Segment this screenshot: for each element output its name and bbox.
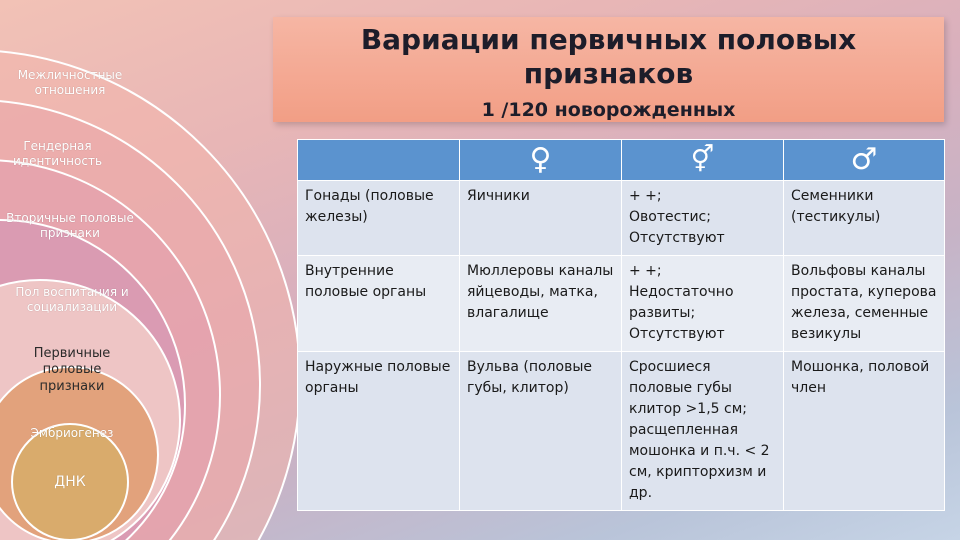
table-cell: Гонады (половые железы)	[298, 181, 460, 256]
ring-label-vtorichnye: Вторичные половые признаки	[6, 211, 134, 240]
ring-label-dnk: ДНК	[54, 474, 86, 490]
page-title: Вариации первичных половых признаков	[360, 23, 857, 91]
ring-label-vospitanie: Пол воспитания и социализации	[15, 285, 129, 314]
page-subtitle: 1 /120 новорожденных	[481, 99, 736, 121]
header-cell-empty	[298, 140, 460, 181]
female-symbol-icon: ♀	[460, 140, 622, 181]
ring-label-gendernaya: Гендерная идентичность	[12, 139, 103, 168]
table-cell: Яичники	[460, 181, 622, 256]
table-cell: Внутренние половые органы	[298, 256, 460, 352]
table-row-naruzhnye	[298, 352, 945, 511]
ring-label-embriogenez: Эмбриогенез	[30, 426, 114, 440]
table-cell: Вольфовы каналы простата, куперова железа, семенные везикулы	[784, 256, 945, 352]
variations-table	[297, 139, 945, 511]
table-cell: Семенники (тестикулы)	[784, 181, 945, 256]
table-cell: Вульва (половые губы, клитор)	[460, 352, 622, 511]
table-row-vnutrennie	[298, 256, 945, 352]
title-box	[273, 17, 944, 122]
table-header-row	[298, 140, 945, 181]
table-cell: Сросшиеся половые губы клитор >1,5 см; расщепленная мошонка и п.ч. < 2 см, крипторхизм и др.	[622, 352, 784, 511]
table-cell: + +; Недостаточно развиты; Отсутствуют	[622, 256, 784, 352]
table-row-gonady	[298, 181, 945, 256]
table-cell: Мюллеровы каналы яйцеводы, матка, влагалище	[460, 256, 622, 352]
table-cell: + +; Овотестис; Отсутствуют	[622, 181, 784, 256]
ring-label-mezhlichnostnye: Межличностные отношения	[17, 68, 123, 97]
table-cell: Наружные половые органы	[298, 352, 460, 511]
table-cell: Мошонка, половой член	[784, 352, 945, 511]
ring-label-pervichnye: Первичные половые признаки	[33, 346, 111, 394]
intersex-symbol-icon: ⚥	[622, 140, 784, 181]
male-symbol-icon: ♂	[784, 140, 945, 181]
